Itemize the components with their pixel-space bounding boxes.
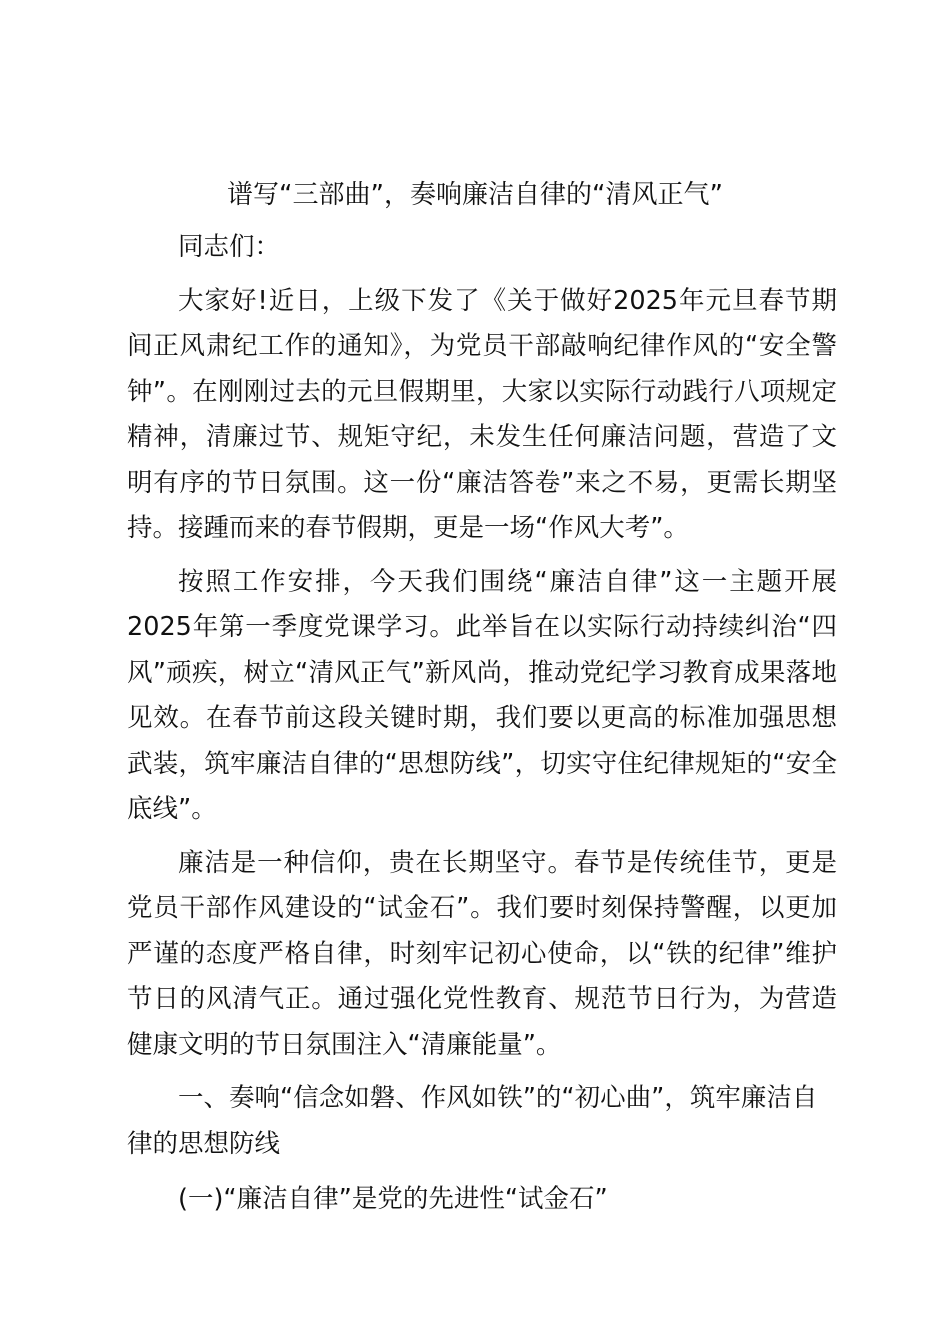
document-title: 谱写“三部曲”，奏响廉洁自律的“清风正气” bbox=[227, 180, 723, 210]
subsection-heading: (一)“廉洁自律”是党的先进性“试金石” bbox=[178, 1184, 608, 1214]
paragraph-1: 大家好!近日，上级下发了《关于做好2025年元旦春节期间正风肃纪工作的通知》，为党员干部敲响纪律作风的“安全警钟”。在刚刚过去的元旦假期里，大家以实际行动践行八项规定精神，清廉过节、规矩守纪，未发生任何廉洁问题，营造了文明有序的节日氛围。这一份“廉洁答卷”来之不易，更需长期坚持。接踵而来的春节假期，更是一场“作风大考”。 bbox=[127, 285, 837, 543]
paragraph-3: 廉洁是一种信仰，贵在长期坚守。春节是传统佳节，更是党员干部作风建设的“试金石”。我们要时刻保持警醒，以更加严谨的态度严格自律，时刻牢记初心使命，以“铁的纪律”维护节日的风清气正。通过强化党性教育、规范节日行为，为营造健康文明的节日氛围注入“清廉能量”。 bbox=[127, 847, 837, 1060]
document-body bbox=[127, 225, 837, 1223]
paragraph-2: 按照工作安排，今天我们围绕“廉洁自律”这一主题开展2025年第一季度党课学习。此举旨在以实际行动持续纠治“四风”顽疾，树立“清风正气”新风尚，推动党纪学习教育成果落地见效。在春节前这段关键时期，我们要以更高的标准加强思想武装，筑牢廉洁自律的“思想防线”，切实守住纪律规矩的“安全底线”。 bbox=[127, 566, 837, 824]
section-heading: 一、奏响“信念如磐、作风如铁”的“初心曲”，筑牢廉洁自律的思想防线 bbox=[127, 1083, 818, 1159]
salutation: 同志们： bbox=[178, 232, 281, 262]
